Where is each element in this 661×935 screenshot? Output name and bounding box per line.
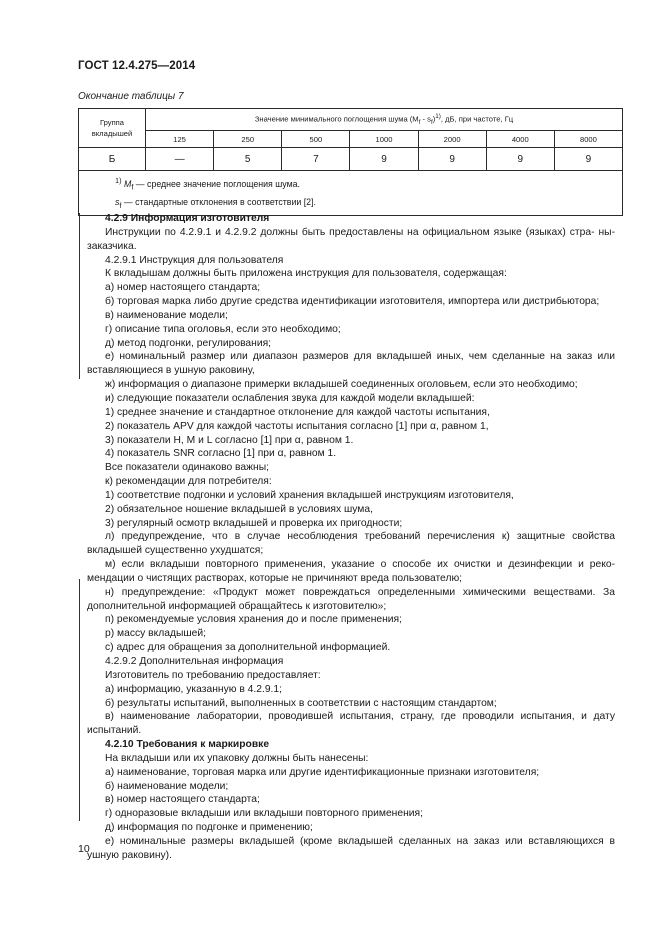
note-text: — среднее значение поглощения шума. (133, 178, 300, 189)
list-item: 2) показатель APV для каждой частоты испытания согласно [1] при α, равном 1, (105, 420, 489, 432)
freq-header-cell: 2000 (418, 131, 486, 148)
group-cell: Б (79, 148, 146, 171)
list-item: и) следующие показатели ослабления звука для каждой модели вкладышей: (105, 392, 475, 404)
list-item: р) массу вкладышей; (105, 628, 206, 640)
list-item: в) наименование модели; (105, 309, 228, 321)
freq-header-cell: 125 (146, 131, 214, 148)
list-item: с) адрес для обращения за дополнительной информацией. (105, 642, 391, 654)
list-item: н) предупреждение: «Продукт может повреждаться определенными химическими веществами. За дополнительной информацией обращайтесь к изготовителю»; (87, 586, 615, 612)
document-body (87, 212, 615, 863)
list-item: е) номинальный размер или диапазон размеров для вкладышей иных, чем сделанные на заказ или вставляющиеся в ушную раковину, (87, 351, 615, 377)
paragraph: На вкладыши или их упаковку должны быть нанесены: (105, 752, 369, 764)
list-item: ж) информация о диапазоне примерки вкладышей соединенных оголовьем, если это необходимо; (105, 379, 578, 391)
header-main-text: Значение минимального поглощения шума (M (254, 114, 419, 124)
note-symbol-sub: f (131, 182, 134, 192)
list-item: 1) среднее значение и стандартное отклонение для каждой частоты испытания, (105, 406, 490, 418)
list-item: 3) регулярный осмотр вкладышей и проверка их пригодности; (105, 517, 403, 529)
list-item: а) наименование, торговая марка или другие идентификационные признаки изготовителя; (105, 766, 540, 778)
subsection-heading: 4.2.9.1 Инструкция для пользователя (105, 254, 284, 266)
value-cell: 9 (554, 148, 622, 171)
note-symbol-sub: f (119, 200, 122, 210)
list-item: е) номинальные размеры вкладышей (кроме вкладышей сделанных на заказ или вставляющихся в ушную раковину). (87, 835, 615, 861)
list-item: м) если вкладыши повторного применения, указание о способе их очистки и дезинфекции и реко- мендации о чистящих растворах, которые не причиняют вреда пользователю; (87, 559, 615, 584)
header-group-line2: вкладышей (91, 129, 133, 138)
list-item: к) рекомендации для потребителя: (105, 476, 272, 488)
list-item: 4) показатель SNR согласно [1] при α, равном 1. (105, 448, 337, 460)
freq-header-cell: 8000 (554, 131, 622, 148)
table-note (115, 174, 622, 195)
value-cell: — (146, 148, 214, 171)
document-header: ГОСТ 12.4.275—2014 (78, 60, 196, 72)
list-item: б) наименование модели; (105, 780, 229, 792)
subsection-heading: 4.2.9.2 Дополнительная информация (105, 656, 284, 667)
paragraph: Изготовитель по требованию предоставляет: (105, 669, 321, 681)
value-cell: 5 (214, 148, 282, 171)
note-symbol: s (115, 196, 120, 207)
header-main-cell: Значение минимального поглощения шума $(M_f - s_f)^{1)}$, дБ, при частоте, Гц (146, 109, 623, 131)
value-cell: 7 (282, 148, 350, 171)
list-item: 3) показатели H, M и L согласно [1] при α, равном 1. (105, 434, 354, 446)
list-item: д) информация по подгонке и применению; (105, 822, 313, 834)
header-main-mid: - s (420, 114, 431, 124)
paragraph: Инструкции по 4.2.9.1 и 4.2.9.2 должны быть предоставлены на официальном языке (языках) стра- ны-заказчика. (87, 226, 615, 252)
table-caption: Окончание таблицы 7 (78, 91, 184, 102)
freq-header-cell: 4000 (486, 131, 554, 148)
noise-absorption-table (78, 108, 623, 216)
header-main-sub2: f (430, 119, 433, 127)
freq-header-cell: 1000 (350, 131, 418, 148)
header-main-sub1: f (418, 119, 421, 127)
list-item: б) торговая марка либо другие средства идентификации изготовителя, импортера или дистрибьютора; (105, 296, 600, 308)
list-item: г) одноразовые вкладыши или вкладыши повторного применения; (105, 808, 423, 820)
value-cell: 9 (350, 148, 418, 171)
list-item: 1) соответствие подгонки и условий хранения вкладышей инструкциям изготовителя, (105, 489, 514, 501)
value-cell: 9 (418, 148, 486, 171)
list-item: а) информацию, указанную в 4.2.9.1; (105, 683, 283, 695)
header-main-end: , дБ, при частоте, Гц (440, 114, 514, 124)
list-item: п) рекомендуемые условия хранения до и после применения; (105, 614, 402, 626)
value-cell: 9 (486, 148, 554, 171)
freq-header-cell: 500 (282, 131, 350, 148)
section-heading: 4.2.10 Требования к маркировке (105, 739, 270, 751)
list-item: б) результаты испытаний, выполненных в соответствии с настоящим стандартом; (105, 697, 497, 709)
paragraph: К вкладышам должны быть приложена инструкция для пользователя, содержащая: (105, 268, 507, 280)
list-item: г) описание типа оголовья, если это необходимо; (105, 323, 341, 335)
freq-header-cell: 250 (214, 131, 282, 148)
section-heading: 4.2.9 Информация изготовителя (105, 213, 270, 224)
list-item: л) предупреждение, что в случае несоблюдения требований перечисления к) защитные свойства вкладышей существенно ухудшатся; (87, 531, 615, 557)
table-note (115, 195, 622, 213)
table-row (79, 148, 623, 171)
change-bar (79, 579, 80, 821)
table-notes (79, 171, 623, 216)
change-bar (79, 213, 80, 379)
note-symbol: M (123, 178, 132, 189)
list-item: 2) обязательное ношение вкладышей в условиях шума, (105, 503, 373, 515)
note-footnote-mark: 1) (115, 176, 122, 185)
list-item: д) метод подгонки, регулирования; (105, 337, 272, 349)
list-item: а) номер настоящего стандарта; (105, 282, 261, 294)
header-group-cell (79, 109, 146, 148)
page-number: 10 (78, 843, 90, 855)
header-main-footnote: 1) (435, 113, 441, 121)
note-text: — стандартные отклонения в соответствии [2]. (121, 196, 316, 207)
paragraph: Все показатели одинаково важны; (105, 462, 269, 474)
list-item: в) номер настоящего стандарта; (105, 794, 260, 806)
header-group-line1: Группа (99, 118, 125, 127)
list-item: в) наименование лаборатории, проводившей испытания, страну, где проводили испытания, и дату испытаний. (87, 711, 615, 737)
